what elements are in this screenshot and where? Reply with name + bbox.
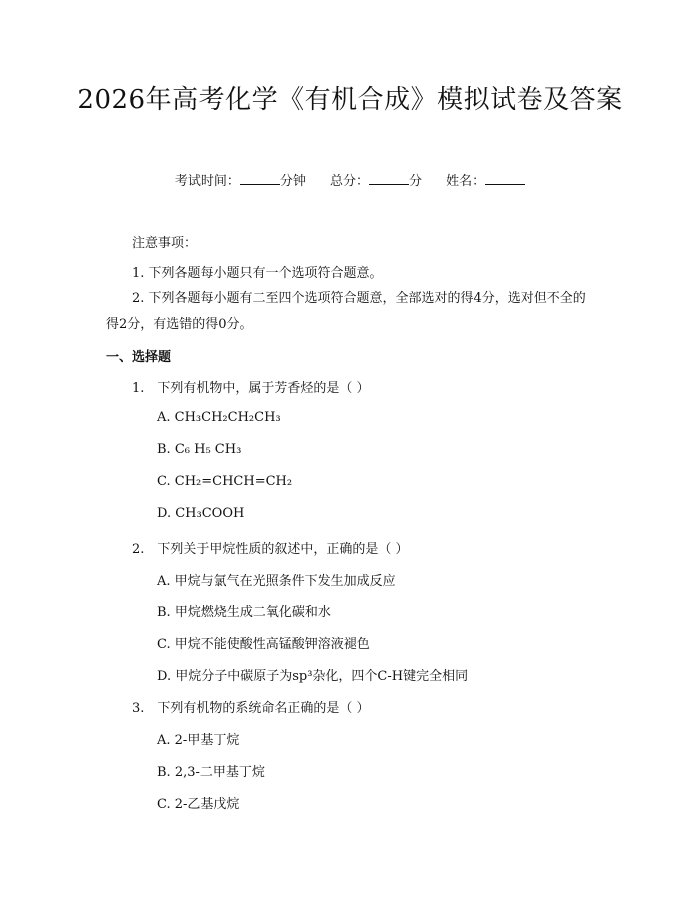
page-title: 2026年高考化学《有机合成》模拟试卷及答案 — [77, 85, 623, 115]
time-unit: 分钟 — [279, 174, 306, 189]
score-label: 总分： — [329, 174, 369, 189]
question-1-stem: 1. 下列有机物中，属于芳香烃的是（ ） — [132, 381, 370, 396]
name-label: 姓名： — [446, 174, 486, 189]
exam-time — [175, 174, 306, 189]
notice-item-2: 2. 下列各题每小题有二至四个选项符合题意，全部选对的得4分，选对但不全的得2分，有选错的得0分。 — [106, 291, 586, 332]
question-3-option-b: B. 2,3-二甲基丁烷 — [157, 765, 265, 780]
total-score — [330, 174, 422, 189]
time-label: 考试时间： — [174, 174, 240, 189]
time-blank — [240, 172, 280, 185]
question-1-option-d: D. CH₃COOH — [157, 506, 245, 521]
student-name — [446, 174, 525, 189]
question-1-option-a: A. CH₃CH₂CH₂CH₃ — [157, 410, 281, 425]
question-3-option-a: A. 2-甲基丁烷 — [157, 733, 240, 748]
exam-meta — [0, 170, 700, 189]
section-heading: 一、选择题 — [106, 350, 172, 365]
notice-heading: 注意事项： — [132, 236, 198, 251]
question-2-option-b: B. 甲烷燃烧生成二氧化碳和水 — [157, 605, 331, 620]
question-3-stem: 3. 下列有机物的系统命名正确的是（ ） — [132, 701, 370, 716]
name-blank — [485, 172, 525, 185]
score-unit: 分 — [409, 174, 423, 189]
score-blank — [369, 172, 409, 185]
question-2-option-d: D. 甲烷分子中碳原子为sp³杂化，四个C-H键完全相同 — [157, 669, 469, 684]
question-2-option-c: C. 甲烷不能使酸性高锰酸钾溶液褪色 — [157, 637, 370, 652]
question-1-option-b: B. C₆ H₅ CH₃ — [157, 442, 242, 457]
question-1-option-c: C. CH₂=CHCH=CH₂ — [157, 474, 293, 489]
question-3-option-c: C. 2-乙基戊烷 — [157, 797, 240, 812]
question-2-option-a: A. 甲烷与氯气在光照条件下发生加成反应 — [157, 574, 396, 589]
question-2-stem: 2. 下列关于甲烷性质的叙述中，正确的是（ ） — [132, 542, 409, 557]
notice-item-1: 1. 下列各题每小题只有一个选项符合题意。 — [132, 266, 383, 281]
